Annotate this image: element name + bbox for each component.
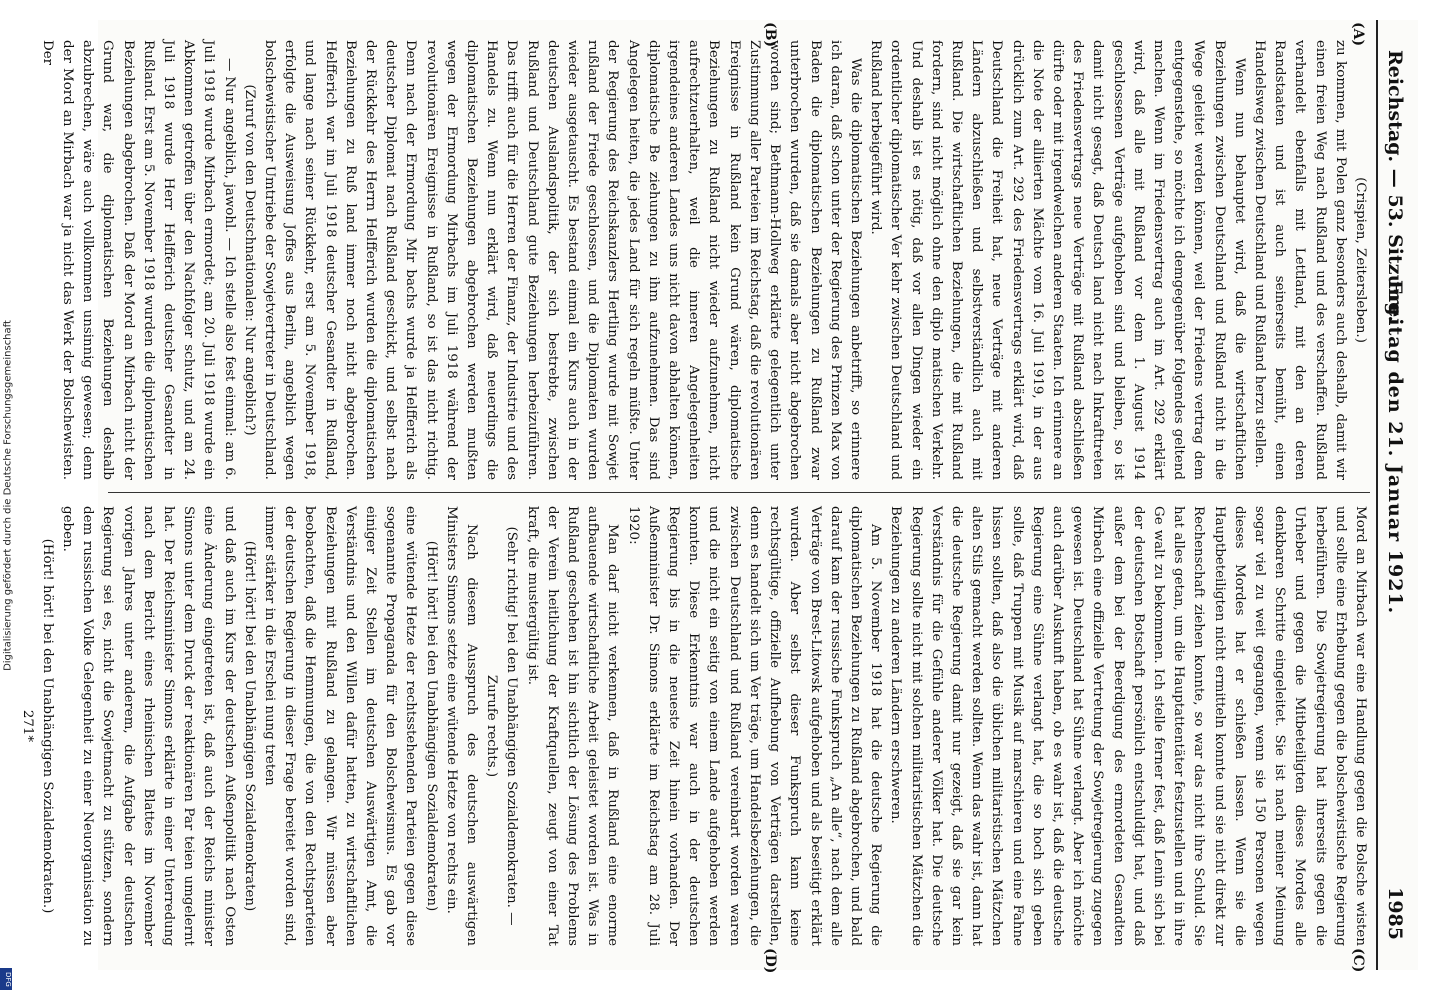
paragraph: Am 5. November 1918 hat die deutsche Regierung die diplomatischen Beziehungen zu Rußland abgebrochen, und bald darauf kam der russische Funkspruch „An alle“, nach dem alle Verträge von Brest-Litowsk aufgehoben und als beseitigt erklärt wurden. Aber selbst dieser Funkspruch kann keine rechtsgültige, offizielle Aufhebung von Verträgen darstellen, denn es handelt sich um Ver träge, um Handelsbeziehungen, die zwischen Deutschland und Rußland vereinbart worden waren und die nicht ein seitig von einem Lande aufgehoben werden konnten. Diese Erkenntnis war auch in der deutschen Regierung bis in die neueste Zeit hinein vorhanden. Der Außenminister Dr. Simons erklärte im Reichstag am 28. Juli 1920:	[625, 506, 884, 946]
rotated-page-content	[19, 20, 1418, 974]
page-number: 1985	[1384, 887, 1406, 940]
scanned-page	[19, 20, 1428, 974]
paragraph: und daß auch im Kurs der deutschen Außenpolitik nach Osten eine Änderung eingetreten ist, daß auch der Reichs minister Simons unter dem Druck der reaktionären Par teien umgelernt hat. Der Reichsminister Simons erklärte in einer Unterredung nach dem Bericht eines rheinischen Blattes im November vorigen Jahres unter anderem, die Aufgabe der deutschen Regierung sei es, nicht die Sowjetmacht zu stützen, sondern dem russischen Volke Gelegenheit zu einer Neuorganisation zu geben.	[60, 506, 237, 946]
left-column	[39, 40, 1370, 480]
text-columns	[19, 20, 1370, 973]
column-divider	[108, 492, 1370, 493]
paragraph: Nach diesem Ausspruch des deutschen auswärtigen Ministers Simons setzte eine wütende Hetze von rechts ein.	[443, 506, 480, 946]
credit-text: Digitalisierung gefördert durch die Deutsche Forschungsgemeinschaft	[2, 320, 14, 671]
header-session: Reichstag. — 53. Sitzung.	[1384, 50, 1406, 323]
right-column	[19, 506, 1370, 946]
speaker-line: (Crispien, Zeitersleben.)	[1353, 177, 1368, 343]
interjection: (Hört! hört! bei den Unabhängigen Sozialdemokraten.)	[39, 538, 55, 914]
paragraph: — Nur angeblich, jawohl. — Ich stelle also fest einmal: am 6. Juli 1918 wurde Mirbach ermordet; am 20. Juli 1918 wurde ein Abkommen getroffen über den Nachfolger schutz, und am 24. Juli 1918 wurde Herr Helfferich deutscher Gesandter in Rußland. Erst am 5. November 1918 wurden die diplomatischen Beziehungen abgebrochen. Daß der Mord an Mirbach nicht der Grund war, die diplomatischen Beziehungen deshalb abzubrechen, wäre auch vollkommen unsinnig gewesen; denn der Mord an Mirbach war ja nicht das Werk der Bolschewisten. Der	[39, 40, 237, 480]
paragraph: zu kommen, mit Polen ganz besonders auch deshalb, damit wir einen freien Weg nach Rußland und des verschaffen. Rußland verhandelt ebenfalls mit Lettland, mit den an deren Randstaaten und ist auch seinerseits bemüht, einen Handelsweg zwischen Deutschland und Rußland herzu stellen.	[1251, 40, 1348, 480]
interjection: (Hört! hört! bei den Unabhängigen Sozialdemokraten)	[241, 540, 257, 912]
header-date: Freitag den 21. Januar 1921.	[1384, 280, 1406, 615]
interjection: (Hört! hört! bei den Unabhängigen Sozialdemokraten)	[423, 540, 439, 912]
interjection: (Sehr richtig! bei den Unabhängigen Sozialdemokraten. — Zurufe rechts.)	[484, 526, 520, 926]
paragraph: eine wütende Hetze der rechtsstehenden Parteien gegen diese sogenannte Propaganda für den Bolschewismus. Es gab vor einiger Zeit Stellen im deutschen Auswärtigen Amt, die Verständnis und den Willen dafür hatten, zu wirtschaftlichen Beziehungen mit Rußland zu gelangen. Wir müssen aber beobachten, daß die Hemmungen, die von den Rechtsparteien der deutschen Regierung in dieser Frage bereitet worden sind, immer stärker in die Erschei nung treten	[262, 506, 419, 946]
digitization-credit	[0, 0, 12, 1000]
quotation: Man darf nicht verkennen, daß in Rußland eine enorme aufbauende wirtschaftliche Arbeit geleistet worden ist. Was in Rußland geschehen ist hin sichtlich der Lösung des Problems der Verein heitlichung der Kraftquellen, zeugt von einer Tat kraft, die mustergültig ist.	[524, 506, 621, 946]
marker-b: (B)	[762, 22, 778, 48]
paragraph: Mord an Mirbach war eine Handlung gegen die Bolsche wisten und sollte eine Erhebung gegen die bolschewistische Regierung herbeiführen. Die Sowjetregierung hat ihrerseits gegen die Urheber und gegen die Mitbeteiligten dieses Mordes alle denkbaren Schritte eingeleitet. Sie ist nach meiner Meinung sogar viel zu weit gegangen, wenn sie 150 Personen wegen dieses Mordes hat er schießen lassen. Wenn sie die Hauptbeteiligten nicht ermitteln konnte und sie nicht direkt zur Rechenschaft ziehen konnte, so war das nicht ihre Schuld. Sie hat alles getan, um die Hauptattentäter festzustellen und in ihre Ge walt zu bekommen. Ich stelle ferner fest, daß Lenin sich bei der deutschen Botschaft persönlich entschuldigt hat, und daß außer dem bei der Beerdigung des ermordeten Gesandten Mirbach eine offizielle Vertretung der Sowjetregierung zugegen gewesen ist. Deutschland hat Sühne verlangt. Aber ich möchte auch darüber Auskunft haben, ob es wahr ist, daß die deutsche Regierung eine Sühne verlangt hat, die so hoch sich geben sollte, daß Truppen mit Musik auf marschieren und eine Fahne hissen sollten, daß also die üblichen militaristischen Mätzchen alten Stils gemacht werden sollten. Wenn das wahr ist, dann hat die deutsche Regierung damit nur gezeigt, daß sie gar kein Verständnis für die Gefühle anderer Völker hat. Die deutsche Regierung sollte nicht mit solchen militaristischen Mätzchen die Beziehungen zu anderen Ländern erschweren.	[888, 506, 1368, 946]
dfg-logo-icon: DFG	[0, 968, 12, 990]
paragraph: Was die diplomatischen Beziehungen anbetrifft, so erinnere ich daran, daß schon unter der Regierung des Prinzen Max von Baden die diplomatischen Beziehungen zu Rußland zwar unterbrochen wurden, daß sie damals aber nicht abgebrochen worden sind; Bethmann-Hollweg erklärte gelegentlich unter Zustimmung aller Parteien im Reichstag, daß die revolutionären Ereignisse in Rußland kein Grund wären, diplomatische Beziehungen zu Rußland nicht wieder aufzunehmen, nicht aufrechtzuerhalten, weil die inneren Angelegenheiten irgendeines anderen Landes uns nicht davon abhalten können, diplomatische Be ziehungen zu ihm aufzunehmen. Das sind Angelegen heiten, die jedes Land für sich regeln müßte. Unter der Regierung des Reichskanzlers Hertling wurde mit Sowjet rußland der Friede geschlossen, und die Diplomaten wurden wieder ausgetauscht. Es bestand einmal ein Kurs auch in der deutschen Auslandspolitik, der sich bestrebte, zwischen Rußland und Deutschland gute Beziehungen herbeizuführen. Das trifft auch für die Herren der Finanz, der Industrie und des Handels zu. Wenn nun erklärt wird, daß neuerdings die diplomatischen Beziehungen abgebrochen werden mußten wegen der Ermordung Mirbachs im Juli 1918 während der revolutionären Ereignisse in Rußland, so ist das nicht richtig. Denn nach der Ermordung Mir bachs wurde ja Helfferich als deutscher Diplomat nach Rußland geschickt, und selbst nach der Rückkehr des Herrn Helfferich wurden die diplomatischen Beziehungen zu Ruß land immer noch nicht abgebrochen. Helfferich war im Juli 1918 deutscher Gesandter in Rußland, und lange nach seiner Rückkehr, erst am 5. November 1918, erfolgte die Ausweisung Joffes aus Berlin, angeblich wegen bolschewistischer Umtriebe der Sowjetvertreter in Deutschland.	[262, 40, 863, 480]
marker-d: (D)	[762, 948, 778, 974]
marker-a: (A)	[1350, 22, 1366, 47]
interjection: (Zuruf von den Deutschnationalen: Nur angeblich?)	[241, 84, 257, 436]
page-header	[1376, 20, 1408, 970]
paragraph: Wenn nun behauptet wird, daß die wirtschaftlichen Beziehungen zwischen Deutschland und Rußland nicht in die Wege geleitet werden können, weil der Friedens vertrag dem entgegenstehe, so möchte ich demgegenüber folgendes geltend machen. Wenn im Friedensvertrag auch im Art. 292 erklärt wird, daß alle mit Rußland vor dem 1. August 1914 geschlossenen Verträge aufgehoben sind und bleiben, so ist damit nicht gesagt, daß Deutsch land nicht nach Inkrafttreten des Friedensvertrags neue Verträge mit Rußland abschließen dürfte oder mit irgendwelchen anderen Staaten. Ich erinnere an die Note der alliierten Mächte vom 16. Juli 1919, in der aus drücklich zum Art. 292 des Friedensvertrags erklärt wird, daß Deutschland die Freiheit hat, neue Verträge mit anderen Ländern abzuschließen und selbstverständlich auch mit Rußland. Die wirtschaftlichen Beziehungen, die mit Rußland fordern, sind nicht möglich ohne den diplo matischen Verkehr. Und deshalb ist es nötig, daß vor allen Dingen wieder ein ordentlicher diplomatischer Ver kehr zwischen Deutschland und Rußland herbeigeführt wird.	[868, 40, 1247, 480]
sheet-number: 271*	[19, 709, 35, 743]
marker-c: (C)	[1350, 948, 1366, 973]
